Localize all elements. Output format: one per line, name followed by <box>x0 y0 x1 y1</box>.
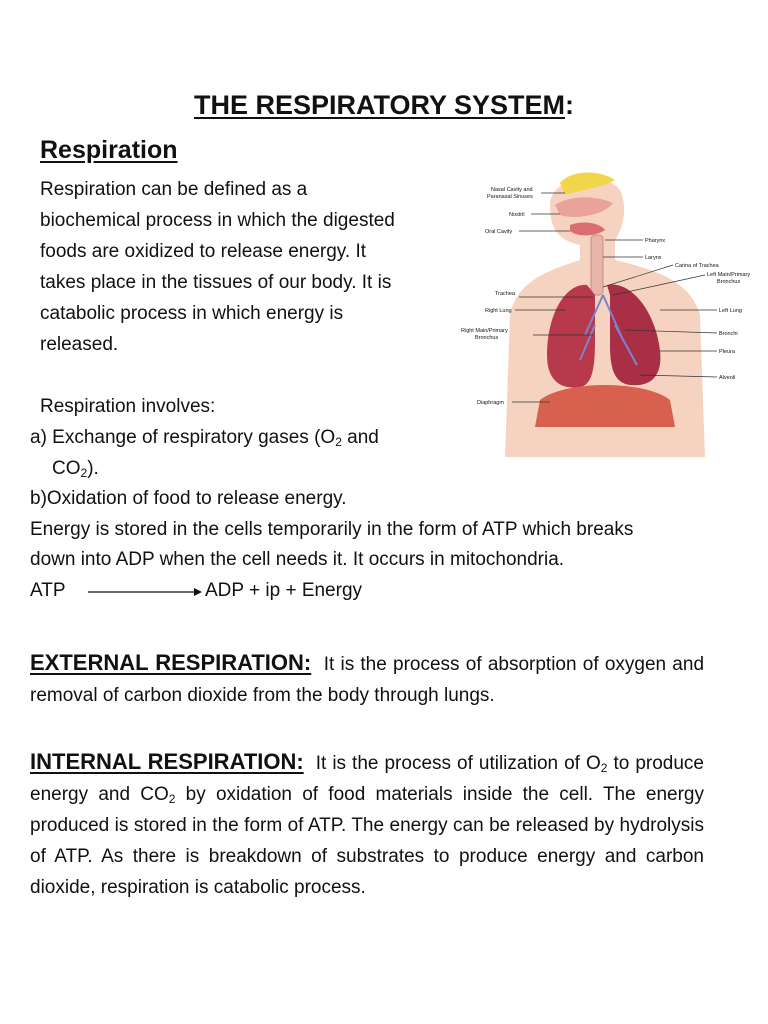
diagram-label: Right Main/Primary <box>461 328 508 334</box>
trachea-shape <box>591 235 603 295</box>
involves-label: Respiration involves: <box>40 396 216 417</box>
diagram-label: Alveoli <box>719 375 736 381</box>
energy-line: down into ADP when the cell needs it. It occurs in mitochondria. <box>30 549 565 570</box>
diagram-label: Oral Cavity <box>485 229 513 235</box>
diagram-label: Diaphragm <box>477 400 504 406</box>
definition-line: released. <box>40 334 119 355</box>
diagram-label: Trachea <box>495 291 515 297</box>
equation-left: ATP <box>30 580 66 601</box>
diagram-label: Nasal Cavity and <box>491 187 533 193</box>
diagram-label: Left Main/Primary <box>707 272 751 278</box>
diagram-label: Paranasal Sinuses <box>487 194 533 200</box>
external-respiration-heading: EXTERNAL RESPIRATION: <box>30 650 312 675</box>
diagram-label: Larynx <box>645 255 662 261</box>
equation-right: ADP + ip + Energy <box>205 580 363 601</box>
internal-respiration-heading: INTERNAL RESPIRATION: <box>30 749 304 774</box>
diagram-label: Right Lung <box>485 308 512 314</box>
list-item-a: a) Exchange of respiratory gases ($O_2$ and <box>30 427 379 449</box>
internal-respiration-paragraph: INTERNAL RESPIRATION: It is the process of utilization of $O_2$ to produce energy and $CO_2$ by oxidation of food materials inside the cell. The energy produced is stored in the form of ATP. The energy can be released by hydrolysis of ATP. As there is breakdown of substrates to produce energy and carbon dioxide, respiration is catabolic process. <box>30 749 704 898</box>
diagram-label: Nostril <box>509 212 525 218</box>
diagram-label: Bronchi <box>719 331 738 337</box>
external-respiration-paragraph <box>30 647 704 711</box>
diagram-label: Bronchus <box>475 335 499 341</box>
diagram-label: Pleura <box>719 349 735 355</box>
diagram-label: Pharynx <box>645 238 666 244</box>
definition-line: foods are oxidized to release energy. It <box>40 241 367 262</box>
section-heading-respiration: Respiration <box>40 136 178 164</box>
page-title: THE RESPIRATORY SYSTEM: <box>193 90 575 120</box>
definition-line: catabolic process in which energy is <box>40 303 344 324</box>
respiratory-system-diagram <box>455 165 755 457</box>
energy-line: Energy is stored in the cells temporarily in the form of ATP which breaks <box>30 519 634 540</box>
definition-line: Respiration can be defined as a <box>40 179 308 200</box>
external-respiration-text: It is the process of absorption of oxygen and removal of carbon dioxide from the body through lungs. <box>30 654 705 706</box>
definition-line: takes place in the tissues of our body. It is <box>40 272 392 293</box>
diagram-label: Bronchus <box>717 279 741 285</box>
reaction-arrow-icon <box>86 583 204 601</box>
list-item-a-continued: $CO_2$). <box>52 458 99 480</box>
diagram-label: Left Lung <box>719 308 742 314</box>
diagram-label: Carina of Trachea <box>675 263 719 269</box>
definition-line: biochemical process in which the digested <box>40 210 395 231</box>
list-item-b: b)Oxidation of food to release energy. <box>30 488 347 509</box>
